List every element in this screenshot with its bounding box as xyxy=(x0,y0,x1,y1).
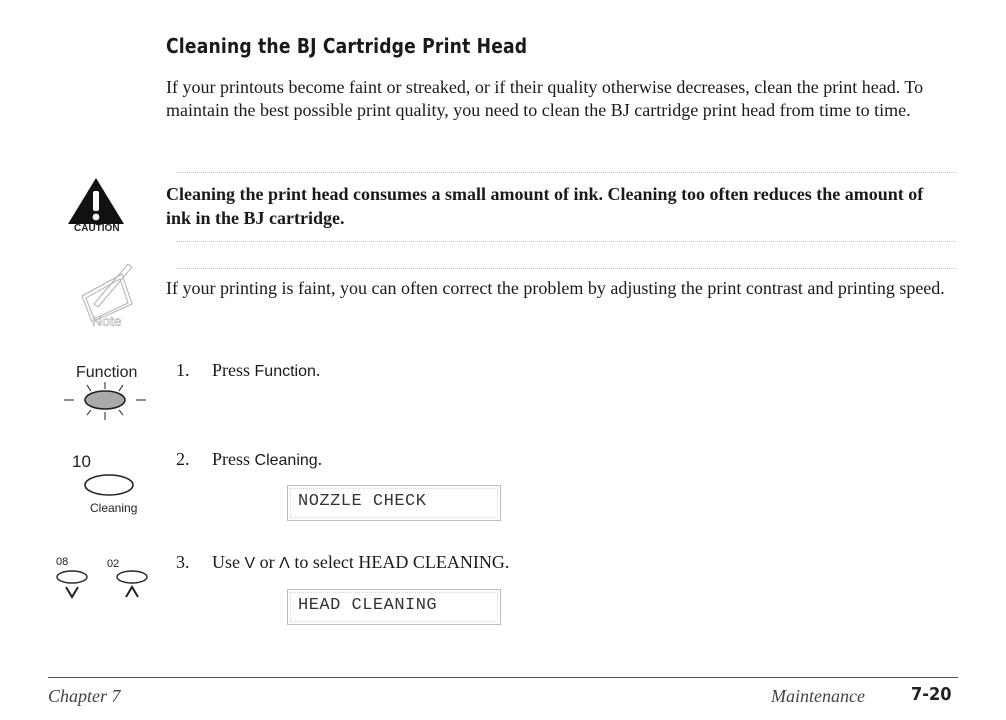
lcd-display-nozzle-check xyxy=(287,485,501,521)
caution-icon xyxy=(64,176,128,236)
step-2-number: 2. xyxy=(176,449,190,469)
function-key-icon xyxy=(60,364,150,430)
up-key-number: 02 xyxy=(107,558,120,570)
footer-rule xyxy=(48,677,958,678)
page-number: 7-20 xyxy=(911,684,952,705)
step-1-number: 1. xyxy=(176,360,190,380)
step-3-suffix: to select HEAD CLEANING. xyxy=(289,552,510,572)
note-text: If your printing is faint, you can often correct the problem by adjusting the print contrast and printing speed. xyxy=(166,278,945,298)
cleaning-key-label: Cleaning xyxy=(90,501,138,515)
step-1-key: Function xyxy=(254,363,316,380)
step-1-suffix: . xyxy=(315,360,321,380)
cleaning-key-icon xyxy=(60,452,150,518)
step-3-up-key: Λ xyxy=(279,555,290,572)
footer-section: Maintenance xyxy=(771,686,865,706)
down-key-number: 08 xyxy=(56,556,69,568)
step-2 xyxy=(176,448,322,472)
note-icon-label: Note xyxy=(92,313,122,329)
lcd-display-text: HEAD CLEANING xyxy=(298,596,438,615)
step-1 xyxy=(176,359,320,383)
step-2-suffix: . xyxy=(317,449,323,469)
step-2-key: Cleaning xyxy=(254,452,318,469)
step-3-number: 3. xyxy=(176,552,190,572)
step-3-prefix: Use xyxy=(212,552,245,572)
section-title: Cleaning the BJ Cartridge Print Head xyxy=(166,34,528,58)
step-3 xyxy=(176,551,509,575)
lcd-display-head-cleaning xyxy=(287,589,501,625)
note-top-divider xyxy=(176,268,956,269)
step-3-middle: or xyxy=(255,552,280,572)
lcd-display-text: NOZZLE CHECK xyxy=(298,492,427,511)
caution-icon-label: CAUTION xyxy=(74,223,120,234)
caution-top-divider xyxy=(176,172,956,173)
intro-paragraph: If your printouts become faint or streaked, or if their quality otherwise decreases, clean the print head. To maintain the best possible print quality, you need to clean the BJ cartridge print head from time to time. xyxy=(166,77,924,120)
function-key-label: Function xyxy=(76,364,138,381)
cleaning-key-number: 10 xyxy=(72,452,91,471)
note-icon xyxy=(70,258,150,330)
footer-chapter: Chapter 7 xyxy=(48,686,121,706)
caution-text: Cleaning the print head consumes a small amount of ink. Cleaning too often reduces the amount of ink in the BJ cartridge. xyxy=(166,184,924,228)
step-2-prefix: Press xyxy=(212,449,255,469)
step-1-prefix: Press xyxy=(212,360,255,380)
step-3-down-key: V xyxy=(244,555,256,572)
caution-bottom-divider xyxy=(176,241,956,242)
arrow-keys-icon xyxy=(52,556,162,606)
